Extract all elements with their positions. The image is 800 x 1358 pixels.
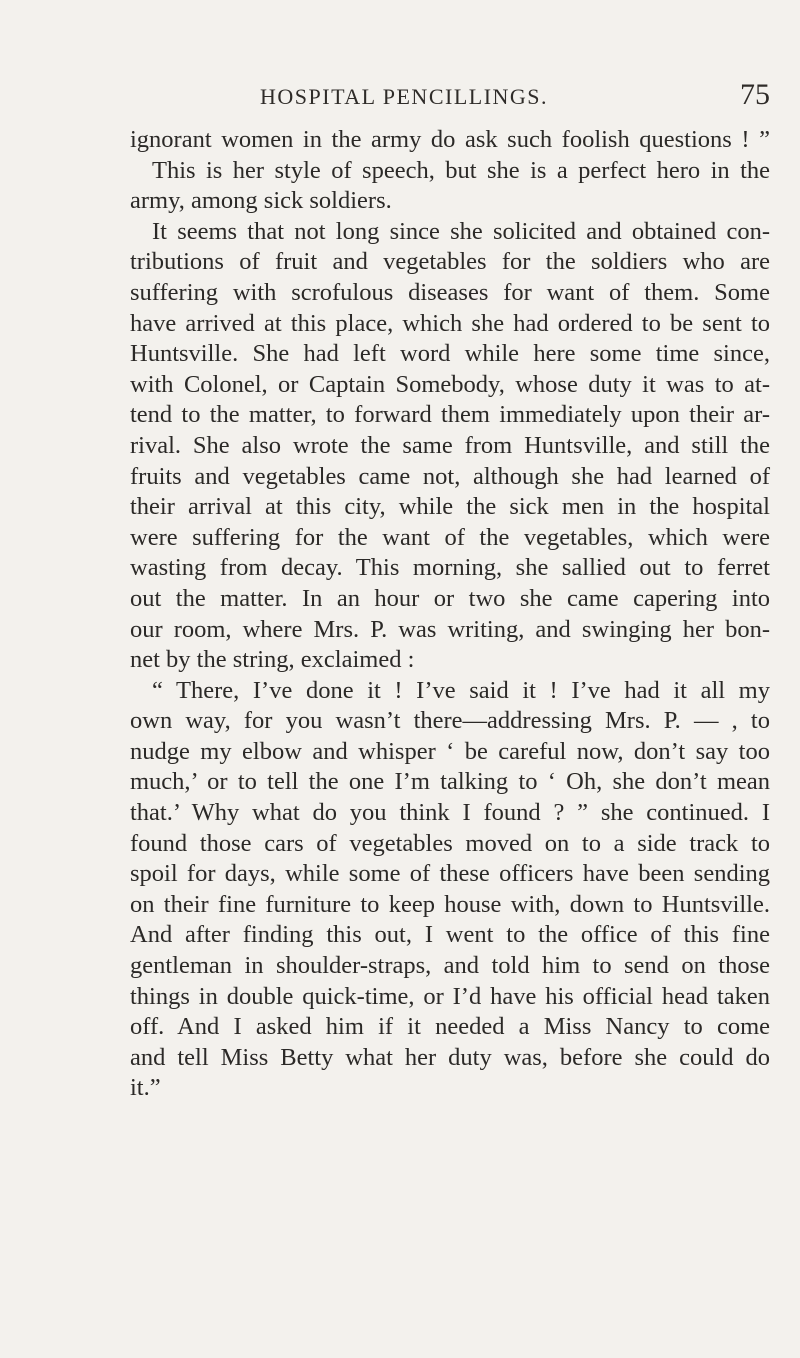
text-line: rival. She also wrote the same from Huntsville, and still the — [130, 431, 770, 459]
text-line: “ There, I’ve done it ! I’ve said it ! I’ve had it all my — [152, 676, 770, 704]
text-line: net by the string, exclaimed : — [130, 646, 415, 674]
text-line: were suffering for the want of the vegetables, which were — [130, 523, 770, 551]
text-line: that.’ Why what do you think I found ? ” she continued. I — [130, 799, 770, 827]
text-line: And after finding this out, I went to the office of this fine — [130, 921, 770, 949]
text-line: nudge my elbow and whisper ‘ be careful now, don’t say too — [130, 737, 770, 765]
text-line: own way, for you wasn’t there—addressing Mrs. P. — , to — [130, 707, 770, 735]
text-line: out the matter. In an hour or two she came capering into — [130, 584, 770, 612]
page-number: 75 — [740, 78, 770, 111]
text-line: things in double quick-time, or I’d have his official head taken — [130, 982, 770, 1010]
text-line: spoil for days, while some of these officers have been sending — [130, 860, 770, 888]
running-head — [130, 78, 770, 112]
text-line: gentleman in shoulder-straps, and told him to send on those — [130, 952, 770, 980]
text-line: tend to the matter, to forward them immediately upon their ar- — [130, 401, 770, 429]
text-line: It seems that not long since she solicited and obtained con- — [152, 217, 770, 245]
text-line: our room, where Mrs. P. was writing, and swinging her bon- — [130, 615, 770, 643]
text-line: off. And I asked him if it needed a Miss Nancy to come — [130, 1013, 770, 1041]
text-line: tributions of fruit and vegetables for the soldiers who are — [130, 248, 770, 276]
text-line: have arrived at this place, which she had ordered to be sent to — [130, 309, 770, 337]
text-line: fruits and vegetables came not, although she had learned of — [130, 462, 770, 490]
running-title: HOSPITAL PENCILLINGS. — [260, 84, 549, 109]
text-line: found those cars of vegetables moved on to a side track to — [130, 829, 770, 857]
text-line: their arrival at this city, while the sick men in the hospital — [130, 493, 770, 521]
text-line: This is her style of speech, but she is a perfect hero in the — [152, 156, 770, 184]
text-line: suffering with scrofulous diseases for want of them. Some — [130, 278, 770, 306]
text-line: wasting from decay. This morning, she sallied out to ferret — [130, 554, 770, 582]
text-line: with Colonel, or Captain Somebody, whose duty it was to at- — [130, 370, 770, 398]
body-text — [130, 125, 770, 1104]
text-line: it.” — [130, 1074, 161, 1102]
text-line: ignorant women in the army do ask such foolish questions ! ” — [130, 126, 770, 153]
text-line: army, among sick soldiers. — [130, 187, 392, 215]
text-line: on their fine furniture to keep house with, down to Huntsville. — [130, 890, 770, 918]
text-line: Huntsville. She had left word while here some time since, — [130, 340, 770, 368]
text-line: and tell Miss Betty what her duty was, before she could do — [130, 1043, 770, 1071]
text-line: much,’ or to tell the one I’m talking to ‘ Oh, she don’t mean — [130, 768, 770, 796]
